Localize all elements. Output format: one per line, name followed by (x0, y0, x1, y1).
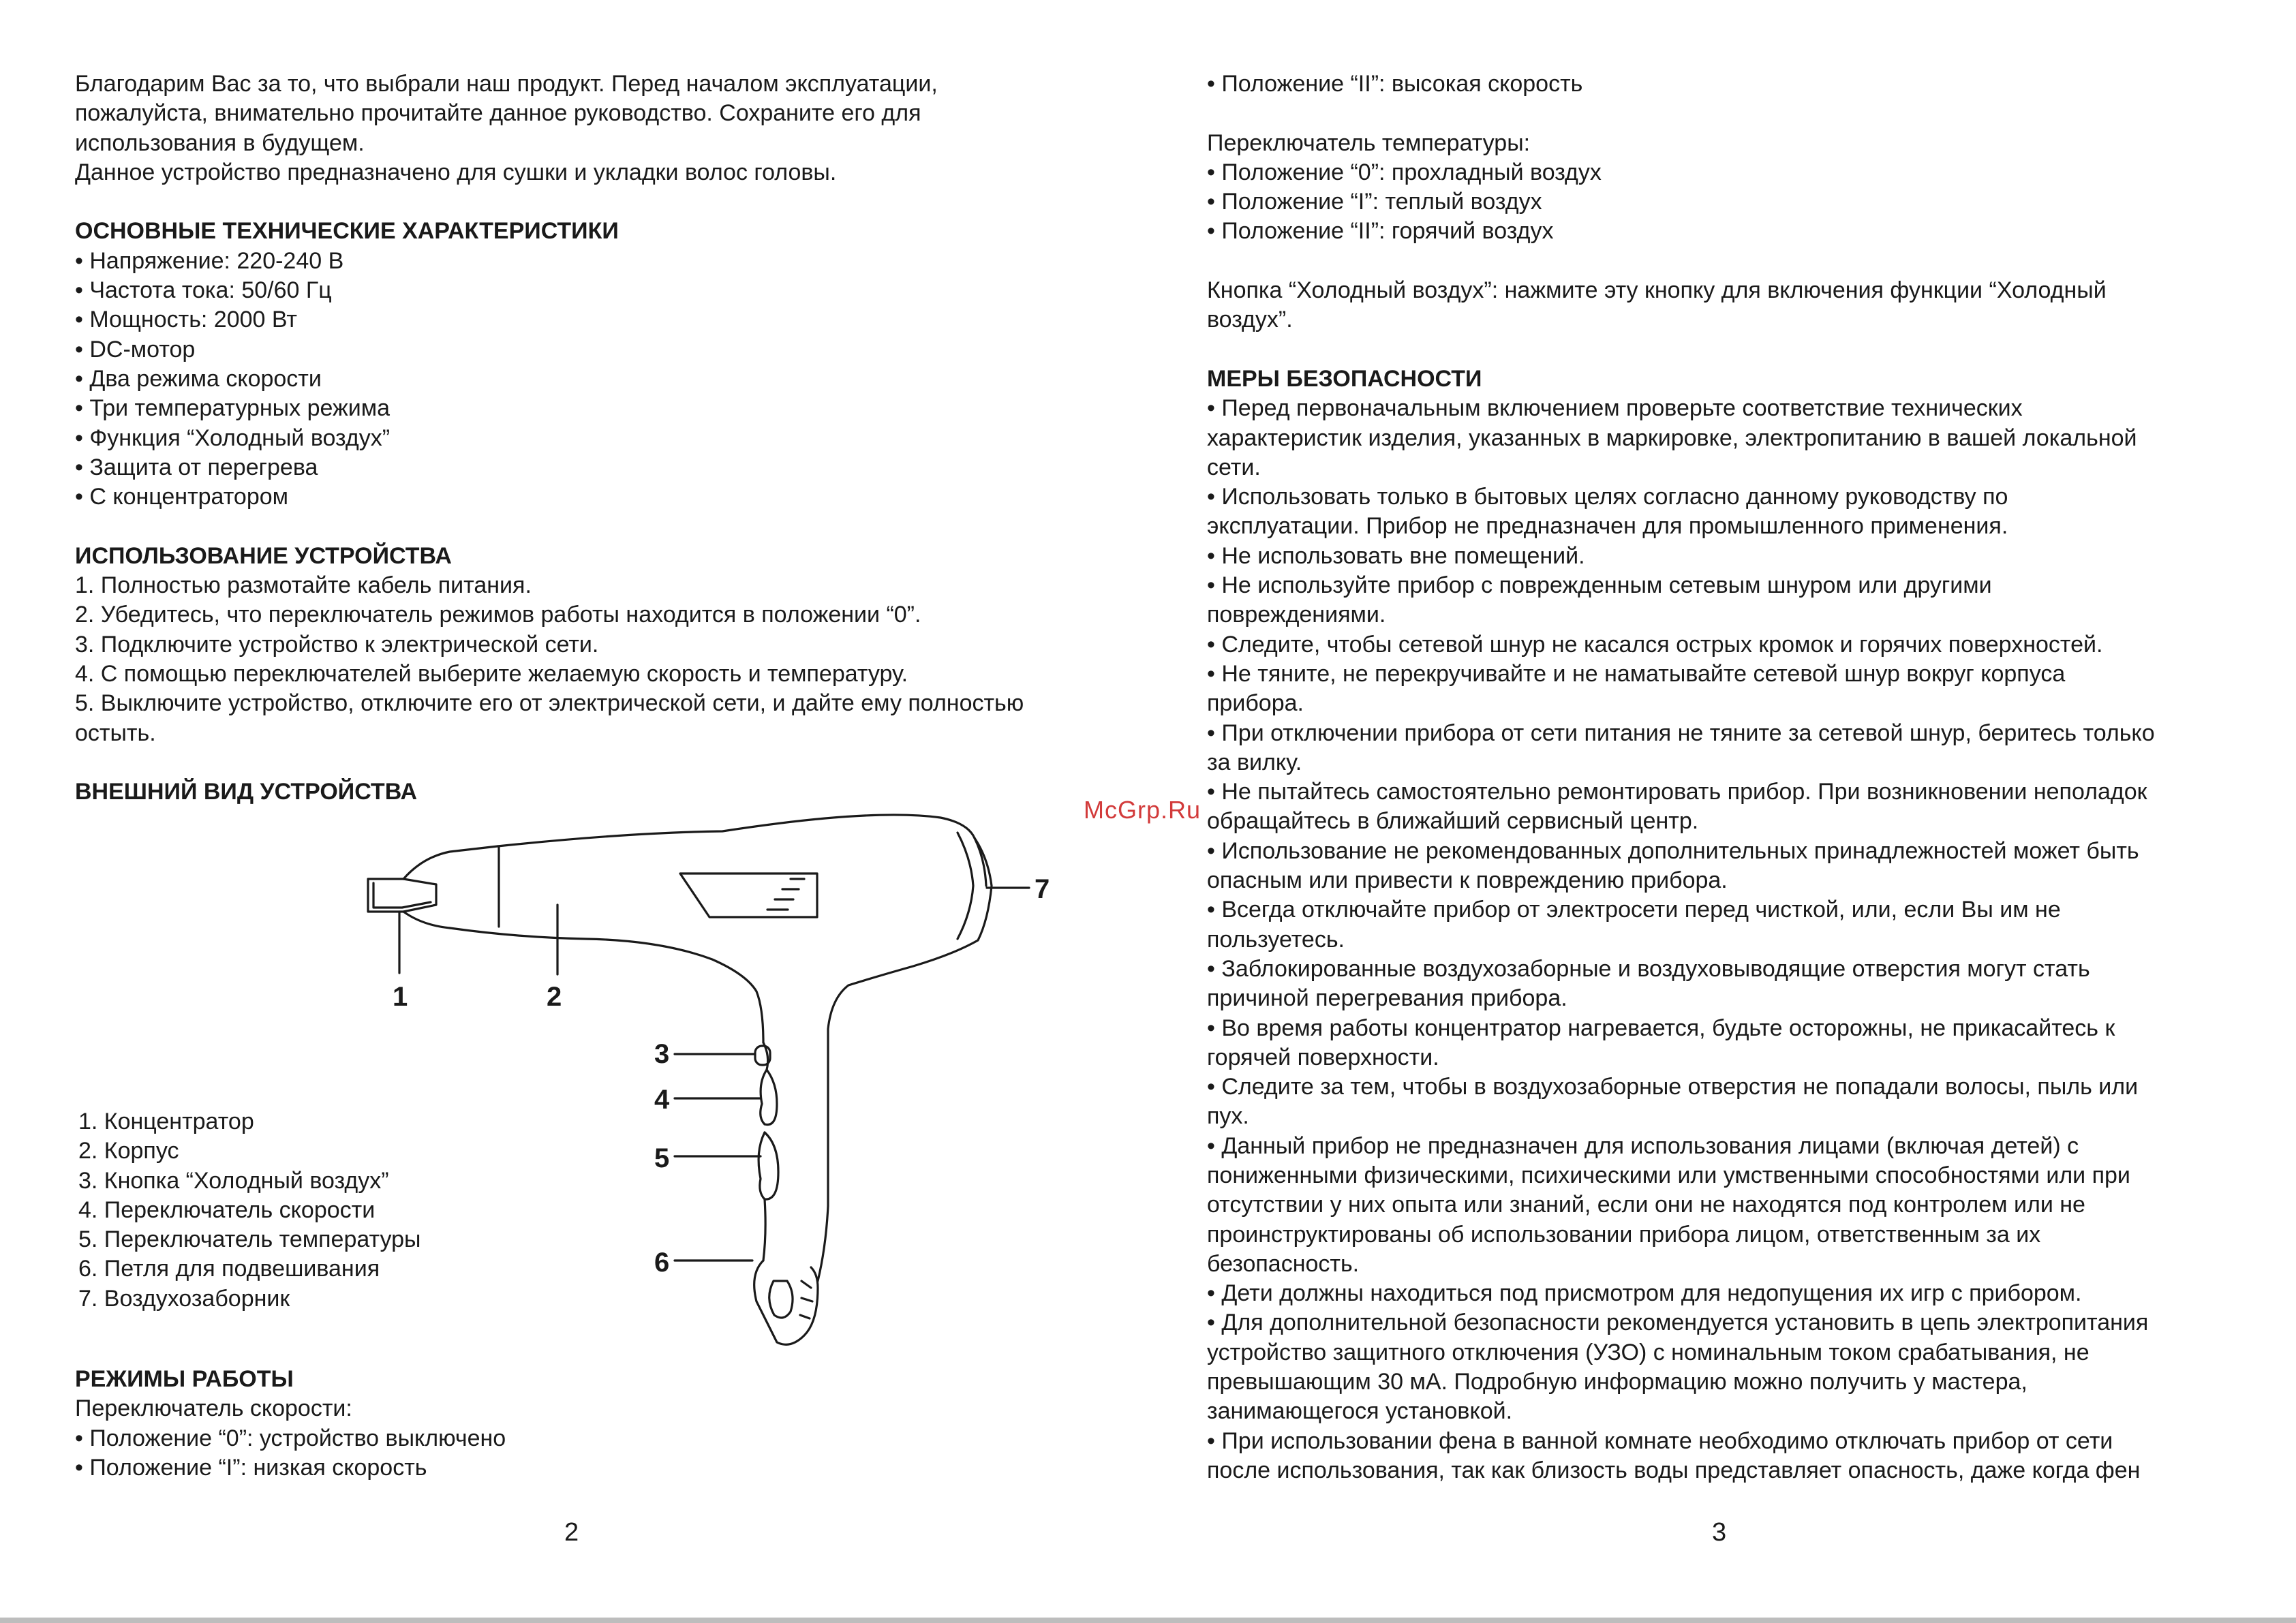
callout-7: 7 (1035, 874, 1050, 904)
callout-5: 5 (654, 1143, 670, 1173)
hanging-loop (754, 1261, 818, 1344)
safety-line: • Заблокированные воздухозаборные и воздуховыводящие отверстия могут стать (1207, 955, 2090, 982)
cold-button-line: Кнопка “Холодный воздух”: нажмите эту кнопку для включения функции “Холодный (1207, 277, 2107, 304)
safety-line: • При отключении прибора от сети питания не тяните за сетевой шнур, беритесь только (1207, 720, 2155, 746)
usage-step: 3. Подключите устройство к электрической сети. (75, 631, 599, 658)
temp-switch-line: • Положение “I”: теплый воздух (1207, 189, 1542, 215)
dryer-body (498, 815, 975, 846)
appearance-heading: ВНЕШНИЙ ВИД УСТРОЙСТВА (75, 779, 418, 805)
intro-line: использования в будущем. (75, 129, 365, 156)
parts-legend (78, 1107, 420, 1314)
page-number-right: 3 (1712, 1518, 1727, 1547)
safety-line: характеристик изделия, указанных в маркировке, электропитанию в вашей локальной (1207, 424, 2137, 451)
safety-line: пониженными физическими, психическими или умственными способностями или при (1207, 1162, 2130, 1188)
modes-line: • Положение “0”: устройство выключено (75, 1425, 506, 1451)
callout-6: 6 (654, 1248, 670, 1278)
safety-line: занимающегося установкой. (1207, 1398, 1513, 1425)
spec-item: • Два режима скорости (75, 365, 322, 392)
safety-line: • Не пытайтесь самостоятельно ремонтировать прибор. При возникновении неполадок (1207, 779, 2147, 805)
temp-switch-line: • Положение “II”: горячий воздух (1207, 218, 1554, 245)
page-number-left: 2 (564, 1518, 579, 1547)
spec-item: • Функция “Холодный воздух” (75, 424, 391, 451)
temp-switch-line: Переключатель температуры: (1207, 129, 1531, 156)
safety-line: • Во время работы концентратор нагревается, будьте осторожны, не прикасайтесь к (1207, 1015, 2115, 1041)
safety-line: • Использование не рекомендованных дополнительных принадлежностей может быть (1207, 837, 2139, 864)
safety-line: • Не тяните, не перекручивайте и не наматывайте сетевой шнур вокруг корпуса (1207, 660, 2066, 687)
safety-line: обращайтесь в ближайший сервисный центр. (1207, 808, 1699, 835)
intro-line: Данное устройство предназначено для сушки и укладки волос головы. (75, 159, 837, 185)
safety-line: повреждениями. (1207, 602, 1386, 628)
safety-line: • Для дополнительной безопасности рекомендуется установить в цепь электропитания (1207, 1310, 2149, 1336)
spec-item: • Три температурных режима (75, 395, 391, 422)
usage-step: 4. С помощью переключателей выберите желаемую скорость и температуру. (75, 660, 908, 687)
legend-item: 7. Воздухозаборник (78, 1285, 290, 1312)
spec-item: • Частота тока: 50/60 Гц (75, 277, 332, 304)
safety-line: отсутствии у них опыта или знаний, если они не находятся под контролем или не (1207, 1192, 2085, 1218)
modes-line: • Положение “I”: низкая скорость (75, 1454, 427, 1481)
safety-line: • Всегда отключайте прибор от электросети перед чисткой, или, если Вы им не (1207, 897, 2061, 923)
safety-line: за вилку. (1207, 749, 1302, 775)
usage-step: 1. Полностью размотайте кабель питания. (75, 572, 532, 599)
safety-line: • Следите, чтобы сетевой шнур не касался острых кромок и горячих поверхностей. (1207, 631, 2103, 658)
usage-heading: ИСПОЛЬЗОВАНИЕ УСТРОЙСТВА (75, 542, 452, 569)
specs-heading: ОСНОВНЫЕ ТЕХНИЧЕСКИЕ ХАРАКТЕРИСТИКИ (75, 218, 619, 245)
watermark-text: McGrp.Ru (1084, 796, 1201, 824)
bottom-edge (0, 1618, 2296, 1623)
safety-line: безопасность. (1207, 1250, 1360, 1277)
callout-4: 4 (654, 1085, 670, 1115)
safety-line: горячей поверхности. (1207, 1044, 1439, 1070)
safety-line: после использования, так как близость воды представляет опасность, даже когда фен (1207, 1457, 2141, 1483)
safety-line: • Дети должны находиться под присмотром для недопущения их игр с прибором. (1207, 1280, 2082, 1307)
safety-line: • При использовании фена в ванной комнате необходимо отключать прибор от сети (1207, 1427, 2113, 1454)
safety-line: опасным или привести к повреждению прибора. (1207, 867, 1728, 894)
safety-line: • Не используйте прибор с поврежденным сетевым шнуром или другими (1207, 572, 1992, 599)
intro-line: Благодарим Вас за то, что выбрали наш продукт. Перед началом эксплуатации, (75, 71, 938, 97)
callout-1: 1 (393, 982, 408, 1012)
intro-line: пожалуйста, внимательно прочитайте данное руководство. Сохраните его для (75, 100, 921, 127)
callout-3: 3 (654, 1039, 670, 1069)
legend-item: 1. Концентратор (78, 1109, 254, 1134)
usage-step: 2. Убедитесь, что переключатель режимов работы находится в положении “0”. (75, 602, 921, 628)
safety-list (1207, 394, 2229, 1485)
modes-section (75, 1365, 506, 1483)
safety-line: причиной перегревания прибора. (1207, 985, 1567, 1012)
legend-item: 6. Петля для подвешивания (78, 1256, 380, 1282)
modes-heading: РЕЖИМЫ РАБОТЫ (75, 1366, 294, 1392)
temperature-switch (759, 1132, 765, 1199)
legend-item: 4. Переключатель скорости (78, 1196, 376, 1223)
safety-line: • Не использовать вне помещений. (1207, 542, 1585, 569)
safety-line: пользуетесь. (1207, 926, 1345, 953)
safety-line: эксплуатации. Прибор не предназначен для промышленного применения. (1207, 513, 2008, 540)
safety-heading: МЕРЫ БЕЗОПАСНОСТИ (1207, 365, 1482, 392)
safety-line: • Использовать только в бытовых целях согласно данному руководству по (1207, 484, 2008, 510)
usage-step: остыть. (75, 720, 156, 746)
spec-item: • Напряжение: 220-240 В (75, 247, 344, 274)
spec-item: • Защита от перегрева (75, 454, 318, 480)
cold-button-line: воздух”. (1207, 307, 1293, 333)
safety-line: устройство защитного отключения (УЗО) с номинальным током срабатывания, не (1207, 1339, 2090, 1365)
temp-switch-line: • Положение “0”: прохладный воздух (1207, 159, 1602, 185)
safety-line: • Следите за тем, чтобы в воздухозаборные отверстия не попадали волосы, пыль или (1207, 1074, 2139, 1100)
speed-mode-line: • Положение “II”: высокая скорость (1207, 71, 1583, 97)
spec-item: • DC-мотор (75, 336, 196, 362)
callout-2: 2 (547, 982, 562, 1012)
safety-line: проинструктированы об использовании прибора лицом, ответственным за их (1207, 1221, 2041, 1248)
legend-item: 3. Кнопка “Холодный воздух” (78, 1167, 389, 1194)
safety-line: • Перед первоначальным включением проверьте соответствие технических (1207, 395, 2023, 422)
safety-line: • Данный прибор не предназначен для использования лицами (включая детей) с (1207, 1132, 2079, 1159)
safety-line: прибора. (1207, 690, 1304, 717)
legend-item: 2. Корпус (78, 1138, 179, 1164)
safety-line: сети. (1207, 454, 1261, 480)
hair-dryer-illustration (341, 784, 1090, 1370)
right-column (1207, 69, 2229, 1485)
left-column (75, 69, 1138, 807)
usage-step: 5. Выключите устройство, отключите его от электрической сети, и дайте ему полностью (75, 690, 1024, 717)
spec-item: • С концентратором (75, 484, 289, 510)
speed-switch (761, 1070, 767, 1124)
safety-line: пух. (1207, 1103, 1249, 1130)
spec-item: • Мощность: 2000 Вт (75, 307, 298, 333)
modes-line: Переключатель скорости: (75, 1395, 352, 1422)
legend-item: 5. Переключатель температуры (78, 1226, 421, 1253)
safety-line: превышающим 30 мА. Подробную информацию можно получить у мастера, (1207, 1369, 2027, 1395)
